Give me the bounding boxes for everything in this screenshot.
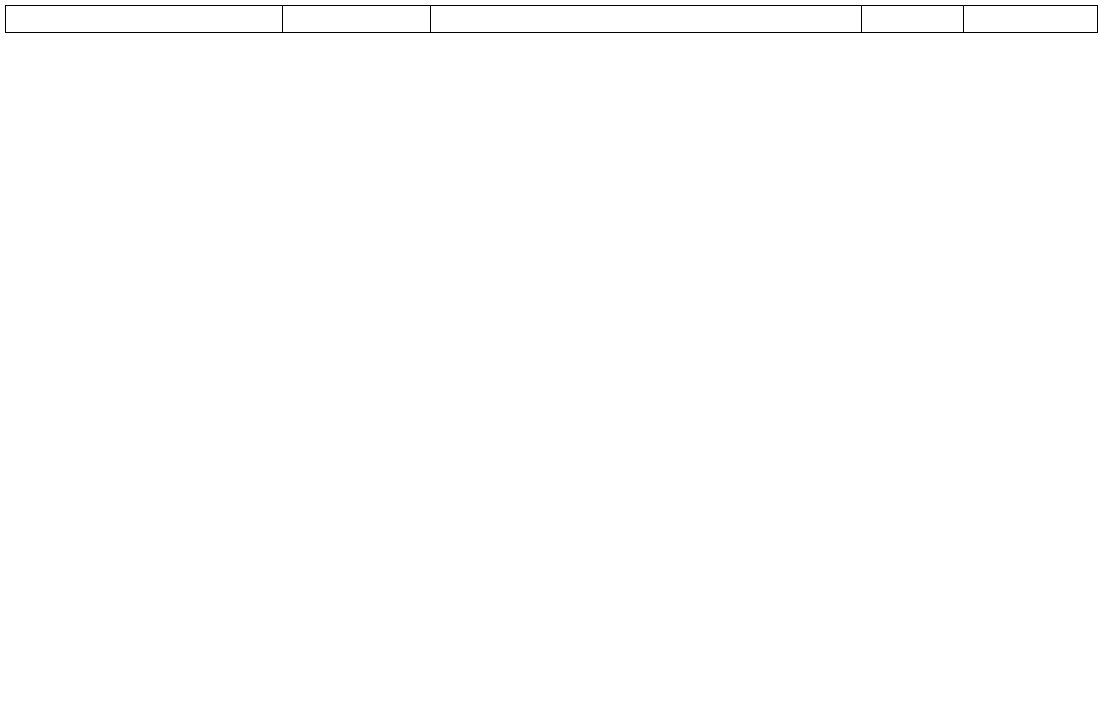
awards-table	[5, 5, 1098, 33]
header-work-name	[6, 6, 283, 33]
header-award	[964, 6, 1098, 33]
header-type	[283, 6, 431, 33]
header-participants	[431, 6, 862, 33]
table-header-row	[6, 6, 1098, 33]
header-advisor	[862, 6, 964, 33]
